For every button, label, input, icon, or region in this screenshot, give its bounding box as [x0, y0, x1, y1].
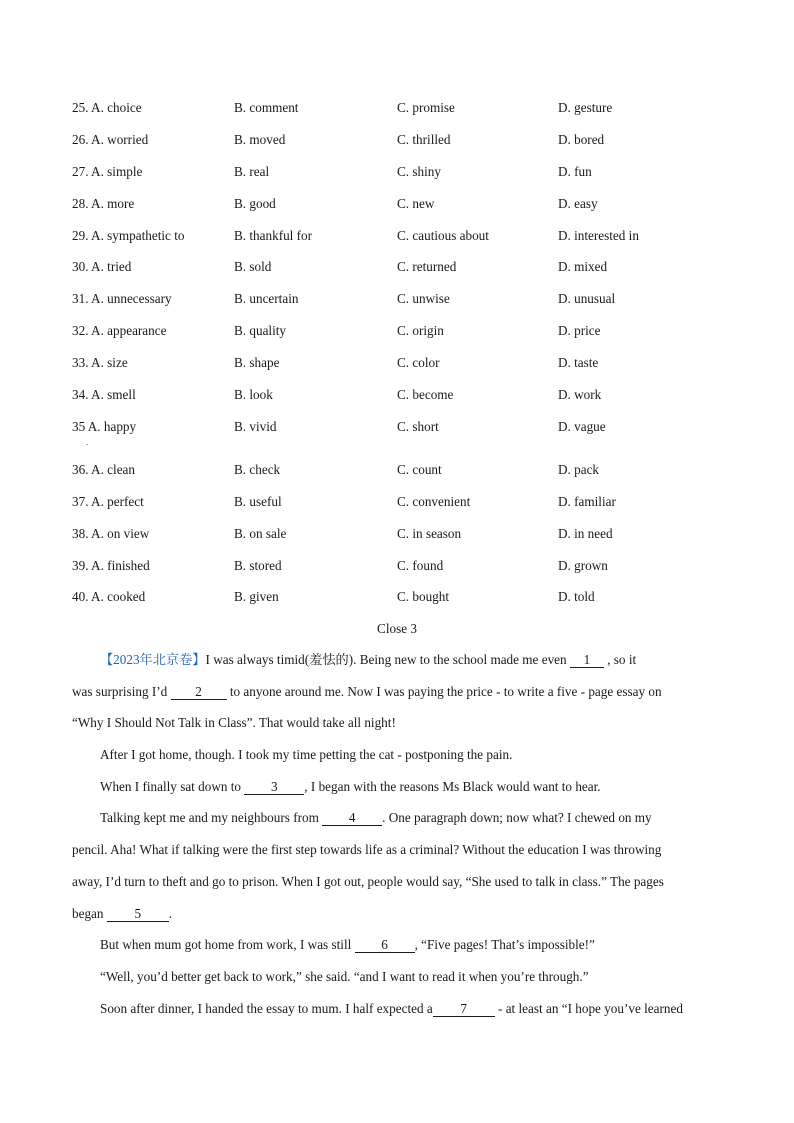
question-number: 25. A. [72, 100, 104, 115]
option-a [72, 589, 145, 605]
option-c: C. count [397, 461, 442, 477]
option-c: C. in season [397, 525, 462, 541]
passage-text: But when mum got home from work, I was still [100, 937, 355, 953]
passage-text: began [72, 905, 107, 921]
passage-text: . One paragraph down; now what? I chewed on my [382, 810, 652, 826]
blank-2: 2 [171, 685, 227, 700]
option-a-text: appearance [107, 323, 167, 339]
option-d: D. easy [558, 195, 598, 211]
question-row [72, 462, 732, 494]
question-number: 34. A. [72, 387, 104, 403]
option-c: C. cautious about [397, 227, 489, 243]
passage-line [72, 935, 724, 967]
passage-line [72, 904, 724, 936]
option-a-text: simple [107, 163, 143, 179]
option-d: D. bored [558, 131, 605, 147]
passage-text: “Well, you’d better get back to work,” she said. “and I want to read it when you’re through.” [100, 968, 589, 984]
question-number: 28. A. [72, 195, 104, 211]
option-c: C. color [397, 355, 440, 371]
option-b: B. given [234, 589, 279, 605]
option-a [72, 259, 131, 275]
passage-text: , I began with the reasons Ms Black would want to hear. [304, 778, 601, 794]
option-c: C. found [397, 557, 444, 573]
answer-options [72, 100, 732, 621]
question-number: 29. A. [72, 227, 104, 243]
question-number: 33. A. [72, 355, 104, 371]
option-a [72, 462, 135, 478]
option-b: B. useful [234, 493, 282, 509]
option-a-text: finished [107, 557, 150, 573]
option-b: B. sold [234, 259, 272, 275]
option-b: B. comment [234, 100, 299, 115]
option-c: C. returned [397, 259, 457, 275]
passage [72, 650, 724, 1030]
option-a-text: choice [107, 100, 142, 115]
passage-text: . [168, 905, 173, 921]
option-d: D. price [558, 323, 601, 339]
option-c: C. promise [397, 100, 455, 115]
passage-line [72, 682, 724, 714]
source-tag: 【2023年北京卷】 [100, 652, 206, 667]
option-c: C. unwise [397, 291, 450, 307]
blank-7: 7 [433, 1002, 495, 1017]
option-a [72, 558, 150, 574]
option-b: B. good [234, 195, 276, 211]
option-a-text: more [107, 195, 135, 211]
option-d: D. taste [558, 355, 599, 371]
option-c: C. short [397, 418, 439, 434]
passage-text: pencil. Aha! What if talking were the first step towards life as a criminal? Without the education I was throwing [72, 842, 662, 858]
option-b: B. moved [234, 131, 286, 147]
option-a [72, 228, 184, 244]
option-d: D. vague [558, 418, 606, 434]
passage-text: was surprising I’d [72, 683, 171, 699]
passage-text: Soon after dinner, I handed the essay to mum. I half expected a [100, 1000, 433, 1016]
option-a [72, 419, 136, 435]
blank-5: 5 [107, 907, 169, 922]
option-a [72, 355, 128, 371]
passage-line [72, 967, 724, 999]
passage-text: , “Five pages! That’s impossible!” [414, 937, 595, 953]
option-b: B. look [234, 387, 273, 403]
option-a-text: clean [107, 461, 135, 477]
option-a-text: size [107, 355, 128, 371]
blank-3: 3 [244, 780, 304, 795]
question-number: 39. A. [72, 557, 104, 573]
passage-line [72, 713, 724, 745]
option-d: D. fun [558, 163, 592, 179]
question-row [72, 355, 732, 387]
option-a-text: on view [107, 525, 150, 541]
option-a [72, 132, 148, 148]
question-row [72, 291, 732, 323]
question-number: 38. A. [72, 525, 104, 541]
option-a [72, 100, 142, 116]
passage-text: , so it [603, 652, 637, 667]
option-a-text: smell [107, 387, 136, 403]
option-a-text: unnecessary [107, 291, 172, 307]
option-b: B. vivid [234, 418, 277, 434]
question-number: 27. A. [72, 163, 104, 179]
question-number: 36. A. [72, 461, 104, 477]
option-a [72, 387, 136, 403]
option-b: B. on sale [234, 525, 287, 541]
option-c: C. origin [397, 323, 444, 339]
question-row [72, 558, 732, 590]
option-c: C. become [397, 387, 454, 403]
passage-line [72, 745, 724, 777]
option-a [72, 526, 149, 542]
passage-text: away, I’d turn to theft and go to prison. When I got out, people would say, “She used to talk in class.” The pages [72, 873, 664, 889]
option-b: B. thankful for [234, 227, 313, 243]
question-row [72, 164, 732, 196]
question-row [72, 100, 732, 132]
blank-6: 6 [355, 938, 415, 953]
passage-text: to anyone around me. Now I was paying the price - to write a five - page essay on [226, 683, 662, 699]
passage-text: I was always timid(羞怯的). Being new to the school made me even [205, 652, 570, 667]
passage-line [72, 999, 724, 1031]
question-row [72, 323, 732, 355]
passage-text: When I finally sat down to [100, 778, 245, 794]
option-c: C. bought [397, 589, 450, 605]
question-row [72, 387, 732, 419]
option-d: D. in need [558, 525, 613, 541]
passage-text: After I got home, though. I took my time petting the cat - postponing the pain. [100, 747, 513, 763]
option-d: D. pack [558, 461, 600, 477]
passage-line [72, 872, 724, 904]
passage-text: “Why I Should Not Talk in Class”. That would take all night! [72, 715, 396, 731]
passage-line [72, 808, 724, 840]
option-d: D. told [558, 589, 595, 605]
option-a [72, 494, 144, 510]
stray-mark: . [86, 438, 88, 447]
question-number: 40. A. [72, 589, 104, 605]
passage-line [72, 777, 724, 809]
blank-4: 4 [322, 811, 382, 826]
option-c: C. new [397, 195, 435, 211]
option-a [72, 291, 172, 307]
question-row [72, 259, 732, 291]
option-b: B. quality [234, 323, 287, 339]
blank-1: 1 [570, 653, 604, 668]
question-number: 32. A. [72, 323, 104, 339]
question-row [72, 132, 732, 164]
option-d: D. mixed [558, 259, 608, 275]
option-a-text: perfect [107, 493, 144, 509]
passage-text: - at least an “I hope you’ve learned [494, 1000, 683, 1016]
question-number: 26. A. [72, 131, 104, 147]
question-row [72, 228, 732, 260]
section-title: Close 3 [377, 621, 417, 636]
option-b: B. uncertain [234, 291, 299, 307]
option-b: B. stored [234, 557, 282, 573]
passage-text: Talking kept me and my neighbours from [100, 810, 323, 826]
question-number: 31. A. [72, 291, 104, 307]
option-c: C. thrilled [397, 131, 451, 147]
question-row [72, 494, 732, 526]
question-row [72, 196, 732, 228]
option-a-text: happy [103, 418, 137, 434]
option-b: B. real [234, 163, 270, 179]
option-c: C. shiny [397, 163, 441, 179]
option-a [72, 196, 134, 212]
question-row [72, 419, 732, 462]
option-a [72, 323, 166, 339]
option-a-text: sympathetic to [107, 227, 185, 243]
option-b: B. check [234, 461, 281, 477]
option-c: C. convenient [397, 493, 471, 509]
question-number: 37. A. [72, 493, 104, 509]
option-a-text: cooked [107, 589, 146, 605]
option-d: D. familiar [558, 493, 616, 509]
question-row [72, 589, 732, 621]
option-d: D. gesture [558, 100, 613, 115]
question-row [72, 526, 732, 558]
passage-line [72, 840, 724, 872]
question-number: 30. A. [72, 259, 104, 275]
option-a-text: tried [107, 259, 132, 275]
option-a-text: worried [107, 131, 149, 147]
passage-line [72, 650, 724, 682]
option-d: D. unusual [558, 291, 616, 307]
option-b: B. shape [234, 355, 280, 371]
option-d: D. grown [558, 557, 608, 573]
option-d: D. interested in [558, 227, 639, 243]
option-d: D. work [558, 387, 602, 403]
question-number: 35 A. [72, 418, 101, 434]
option-a [72, 164, 142, 180]
